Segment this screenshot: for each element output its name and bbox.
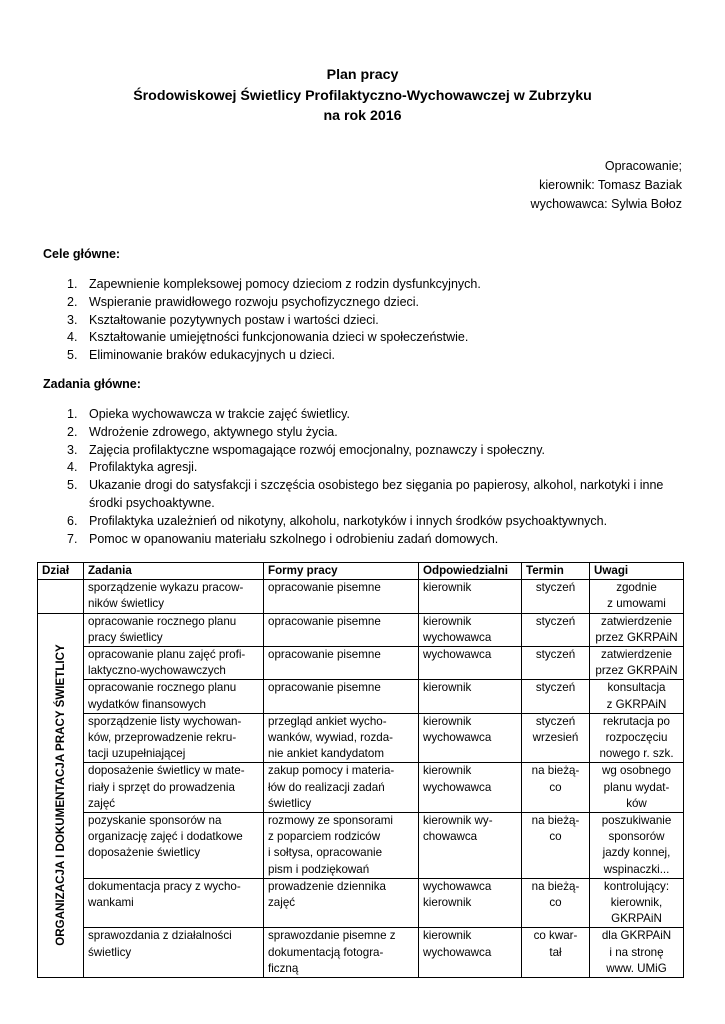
- header-zadania: Zadania: [84, 563, 264, 580]
- zadania-cell-line: laktyczno-wychowawczych: [88, 664, 226, 678]
- termin-cell-line: styczeń: [535, 714, 576, 728]
- odpowiedzialni-cell-line: kierownik wy-: [423, 814, 493, 828]
- goal-item: [67, 276, 677, 294]
- uwagi-cell-line: rekrutacja po: [602, 714, 671, 728]
- uwagi-cell-line: nowego r. szk.: [599, 747, 674, 761]
- zadania-cell-line: riały i sprzęt do prowadzenia: [88, 780, 235, 794]
- zadania-cell: [84, 680, 264, 713]
- zadania-cell-line: sporządzenie wykazu pracow-: [88, 581, 244, 595]
- uwagi-cell-line: zatwierdzenie: [601, 614, 672, 628]
- task-item-text: Pomoc w opanowaniu materiału szkolnego i odrobieniu zadań domowych.: [89, 531, 499, 546]
- formy-cell: [264, 580, 419, 613]
- formy-cell-line: wanków, wywiad, rozda-: [268, 731, 394, 745]
- zadania-cell-line: ków, przeprowadzenie rekru-: [88, 731, 237, 745]
- task-item-number: 1.: [67, 407, 78, 421]
- uwagi-cell-line: zgodnie: [616, 581, 657, 595]
- title-line: Środowiskowej Świetlicy Profilaktyczno-Wychowawczej w Zubrzyku: [133, 87, 592, 104]
- table-row: [38, 813, 684, 879]
- uwagi-cell-line: planu wydat-: [603, 780, 670, 794]
- uwagi-cell-line: z GKRPAiN: [606, 697, 667, 711]
- termin-cell-line: na bieżą-: [531, 764, 580, 778]
- termin-cell: [522, 763, 590, 813]
- formy-cell-line: opracowanie pisemne: [268, 648, 381, 662]
- task-item-number: 7.: [67, 531, 78, 546]
- goal-item-text: Zapewnienie kompleksowej pomocy dzieciom z rodzin dysfunkcyjnych.: [89, 277, 481, 291]
- uwagi-cell-line: sponsorów: [608, 830, 665, 844]
- goal-item-number: 1.: [67, 277, 78, 291]
- termin-cell: [522, 580, 590, 613]
- header-formy: Formy pracy: [264, 563, 419, 580]
- goal-item-text: Wspieranie prawidłowego rozwoju psychofizycznego dzieci.: [89, 294, 420, 309]
- task-item-number: 6.: [67, 513, 78, 528]
- uwagi-cell: [590, 613, 684, 646]
- uwagi-cell-line: przez GKRPAiN: [595, 630, 678, 644]
- uwagi-cell-line: jazdy konnej,: [602, 846, 671, 860]
- zadania-cell-line: ników świetlicy: [88, 597, 165, 611]
- termin-cell-line: co kwar-: [533, 929, 578, 943]
- formy-cell: [264, 878, 419, 928]
- uwagi-cell: [590, 813, 684, 879]
- zadania-cell-line: doposażenie świetlicy: [88, 846, 201, 860]
- uwagi-cell: [590, 928, 684, 978]
- goal-item-number: 2.: [67, 294, 78, 309]
- header-uwagi: Uwagi: [590, 563, 684, 580]
- goal-item: [67, 312, 677, 330]
- zadania-cell-line: opracowanie planu zajęć profi-: [88, 648, 246, 662]
- zadania-cell-line: pracy świetlicy: [88, 630, 163, 644]
- termin-cell: [522, 713, 590, 763]
- odpowiedzialni-cell-line: kierownik: [423, 929, 472, 943]
- zadania-cell-line: wydatków finansowych: [88, 697, 206, 711]
- prepared-line: Opracowanie;: [604, 159, 682, 173]
- formy-cell: [264, 713, 419, 763]
- termin-cell: [522, 813, 590, 879]
- uwagi-cell-line: wg osobnego: [602, 764, 671, 778]
- odpowiedzialni-cell: [419, 713, 522, 763]
- formy-cell-line: przegląd ankiet wycho-: [268, 714, 387, 728]
- zadania-cell: [84, 813, 264, 879]
- formy-cell-line: z poparciem rodziców: [268, 830, 381, 844]
- task-item: [67, 424, 677, 442]
- zadania-cell: [84, 878, 264, 928]
- goal-item-text: Kształtowanie pozytywnych postaw i wartości dzieci.: [89, 312, 379, 327]
- header-termin: Termin: [522, 563, 590, 580]
- termin-cell: [522, 928, 590, 978]
- section-label: ORGANIZACJA I DOKUMENTACJA PRACY ŚWIETLICY: [53, 644, 67, 947]
- uwagi-cell-line: wspinaczki...: [603, 862, 670, 876]
- task-item-text: Profilaktyka uzależnień od nikotyny, alkoholu, narkotyków i innych środków psychoaktywnych.: [89, 513, 608, 528]
- zadania-cell-line: wankami: [88, 896, 134, 910]
- odpowiedzialni-cell-line: wychowawca: [423, 630, 492, 644]
- zadania-cell-line: opracowanie rocznego planu: [88, 614, 237, 628]
- odpowiedzialni-cell-line: wychowawca: [423, 879, 492, 893]
- zadania-cell-line: organizację zajęć i dodatkowe: [88, 830, 243, 844]
- document-title: [0, 65, 725, 127]
- task-item: [67, 442, 677, 460]
- odpowiedzialni-cell: [419, 647, 522, 680]
- task-item-text: Zajęcia profilaktyczne wspomagające rozwój emocjonalny, poznawczy i społeczny.: [89, 442, 545, 457]
- odpowiedzialni-cell: [419, 928, 522, 978]
- formy-cell: [264, 813, 419, 879]
- termin-cell-line: na bieżą-: [531, 879, 580, 893]
- odpowiedzialni-cell: [419, 763, 522, 813]
- termin-cell-line: wrzesień: [532, 731, 579, 745]
- task-item-text: Wdrożenie zdrowego, aktywnego stylu życia.: [89, 424, 338, 439]
- termin-cell: [522, 680, 590, 713]
- goals-list: [67, 276, 677, 365]
- header-dzial: Dział: [38, 563, 84, 580]
- table-row: [38, 878, 684, 928]
- termin-cell-line: na bieżą-: [531, 814, 580, 828]
- termin-cell-line: styczeń: [535, 681, 576, 695]
- table-row: [38, 680, 684, 713]
- table-row: [38, 580, 684, 613]
- odpowiedzialni-cell: [419, 813, 522, 879]
- termin-cell: [522, 878, 590, 928]
- uwagi-cell-line: kontrolujący:: [603, 879, 670, 893]
- table-row: [38, 613, 684, 646]
- termin-cell-line: co: [549, 780, 562, 794]
- zadania-cell: [84, 647, 264, 680]
- prepared-by-block: [531, 157, 682, 214]
- odpowiedzialni-cell-line: wychowawca: [423, 780, 492, 794]
- uwagi-cell-line: GKRPAiN: [611, 912, 662, 926]
- plan-table: [37, 562, 684, 978]
- termin-cell-line: styczeń: [535, 581, 576, 595]
- odpowiedzialni-cell-line: wychowawca: [423, 648, 492, 662]
- termin-cell: [522, 647, 590, 680]
- odpowiedzialni-cell-line: wychowawca: [423, 945, 492, 959]
- termin-cell-line: co: [549, 896, 562, 910]
- task-item-text: Ukazanie drogi do satysfakcji i szczęścia osobistego bez sięgania po papierosy, alkohol, narkotyki i inne środki psychoaktywne.: [89, 478, 664, 510]
- uwagi-cell: [590, 713, 684, 763]
- formy-cell-line: łów do realizacji zadań: [268, 780, 385, 794]
- uwagi-cell-line: ków: [626, 796, 647, 810]
- goal-item-text: Eliminowanie braków edukacyjnych u dzieci.: [89, 348, 335, 363]
- termin-cell-line: styczeń: [535, 648, 576, 662]
- uwagi-cell-line: dla GKRPAiN: [601, 929, 672, 943]
- tasks-heading: Zadania główne:: [43, 377, 141, 391]
- goal-item-number: 4.: [67, 330, 78, 345]
- uwagi-cell-line: przez GKRPAiN: [595, 664, 678, 678]
- uwagi-cell-line: www. UMiG: [606, 961, 667, 975]
- odpowiedzialni-cell-line: kierownik: [423, 681, 472, 695]
- task-item-number: 5.: [67, 478, 78, 493]
- uwagi-cell-line: rozpoczęciu: [605, 731, 668, 745]
- odpowiedzialni-cell-line: kierownik: [423, 896, 472, 910]
- formy-cell-line: opracowanie pisemne: [268, 614, 381, 628]
- zadania-cell-line: sprawozdania z działalności: [88, 929, 232, 943]
- goal-item: [67, 294, 677, 312]
- formy-cell-line: świetlicy: [268, 796, 312, 810]
- dzial-empty-cell: [38, 580, 84, 613]
- uwagi-cell-line: konsultacja: [607, 681, 666, 695]
- zadania-cell: [84, 613, 264, 646]
- termin-cell-line: styczeń: [535, 614, 576, 628]
- odpowiedzialni-cell: [419, 680, 522, 713]
- task-item: [67, 513, 677, 531]
- zadania-cell: [84, 763, 264, 813]
- uwagi-cell: [590, 580, 684, 613]
- prepared-line: kierownik: Tomasz Baziak: [539, 178, 682, 192]
- task-item-number: 2.: [67, 424, 78, 439]
- tasks-list: [67, 406, 677, 548]
- odpowiedzialni-cell-line: kierownik: [423, 764, 472, 778]
- formy-cell: [264, 928, 419, 978]
- zadania-cell-line: sporządzenie listy wychowan-: [88, 714, 242, 728]
- formy-cell: [264, 647, 419, 680]
- zadania-cell-line: świetlicy: [88, 945, 132, 959]
- zadania-cell-line: dokumentacja pracy z wycho-: [88, 879, 241, 893]
- task-item: [67, 406, 677, 424]
- termin-cell-line: co: [549, 830, 562, 844]
- zadania-cell-line: tacji uzupełniającej: [88, 747, 186, 761]
- task-item: [67, 477, 677, 513]
- goals-heading: Cele główne:: [43, 247, 121, 261]
- formy-cell-line: i sołtysa, opracowanie: [268, 846, 383, 860]
- formy-cell-line: rozmowy ze sponsorami: [268, 814, 393, 828]
- goal-item: [67, 347, 677, 365]
- uwagi-cell: [590, 763, 684, 813]
- formy-cell-line: zajęć: [268, 896, 296, 910]
- formy-cell-line: opracowanie pisemne: [268, 681, 381, 695]
- uwagi-cell: [590, 647, 684, 680]
- odpowiedzialni-cell-line: kierownik: [423, 614, 472, 628]
- odpowiedzialni-cell: [419, 580, 522, 613]
- table-header-row: [38, 563, 684, 580]
- uwagi-cell-line: zatwierdzenie: [601, 648, 672, 662]
- zadania-cell-line: doposażenie świetlicy w mate-: [88, 764, 245, 778]
- odpowiedzialni-cell-line: kierownik: [423, 581, 472, 595]
- formy-cell: [264, 680, 419, 713]
- zadania-cell: [84, 580, 264, 613]
- odpowiedzialni-cell-line: kierownik: [423, 714, 472, 728]
- uwagi-cell-line: poszukiwanie: [601, 814, 672, 828]
- goal-item-number: 5.: [67, 348, 78, 363]
- section-label-cell: [38, 613, 84, 977]
- table-row: [38, 713, 684, 763]
- formy-cell-line: opracowanie pisemne: [268, 581, 381, 595]
- odpowiedzialni-cell-line: chowawca: [423, 830, 478, 844]
- formy-cell-line: dokumentacją fotogra-: [268, 945, 384, 959]
- table-row: [38, 647, 684, 680]
- task-item-number: 4.: [67, 460, 78, 475]
- odpowiedzialni-cell: [419, 878, 522, 928]
- uwagi-cell-line: i na stronę: [609, 945, 664, 959]
- zadania-cell: [84, 713, 264, 763]
- zadania-cell-line: pozyskanie sponsorów na: [88, 814, 222, 828]
- termin-cell: [522, 613, 590, 646]
- task-item-text: Profilaktyka agresji.: [89, 460, 198, 475]
- uwagi-cell-line: kierownik,: [610, 896, 663, 910]
- formy-cell-line: nie ankiet kandydatom: [268, 747, 385, 761]
- prepared-line: wychowawca: Sylwia Bołoz: [530, 197, 682, 211]
- goal-item: [67, 329, 677, 347]
- zadania-cell: [84, 928, 264, 978]
- uwagi-cell-line: z umowami: [607, 597, 666, 611]
- goal-item-number: 3.: [67, 312, 78, 327]
- task-item: [67, 459, 677, 477]
- odpowiedzialni-cell-line: wychowawca: [423, 731, 492, 745]
- uwagi-cell: [590, 680, 684, 713]
- title-line: na rok 2016: [323, 108, 402, 124]
- zadania-cell-line: zajęć: [88, 796, 116, 810]
- task-item: [67, 531, 677, 549]
- uwagi-cell: [590, 878, 684, 928]
- task-item-text: Opieka wychowawcza w trakcie zajęć świetlicy.: [89, 407, 350, 421]
- table-row: [38, 763, 684, 813]
- header-odpowiedzialni: Odpowiedzialni: [419, 563, 522, 580]
- odpowiedzialni-cell: [419, 613, 522, 646]
- formy-cell-line: pism i podziękowań: [268, 862, 370, 876]
- task-item-number: 3.: [67, 442, 78, 457]
- formy-cell-line: zakup pomocy i materia-: [268, 764, 395, 778]
- formy-cell: [264, 763, 419, 813]
- table-row: [38, 928, 684, 978]
- termin-cell-line: tał: [549, 945, 562, 959]
- zadania-cell-line: opracowanie rocznego planu: [88, 681, 237, 695]
- title-line: Plan pracy: [326, 67, 399, 83]
- formy-cell-line: sprawozdanie pisemne z: [268, 929, 396, 943]
- formy-cell-line: prowadzenie dziennika: [268, 879, 386, 893]
- goal-item-text: Kształtowanie umiejętności funkcjonowania dzieci w społeczeństwie.: [89, 330, 469, 345]
- formy-cell: [264, 613, 419, 646]
- formy-cell-line: ficzną: [268, 961, 299, 975]
